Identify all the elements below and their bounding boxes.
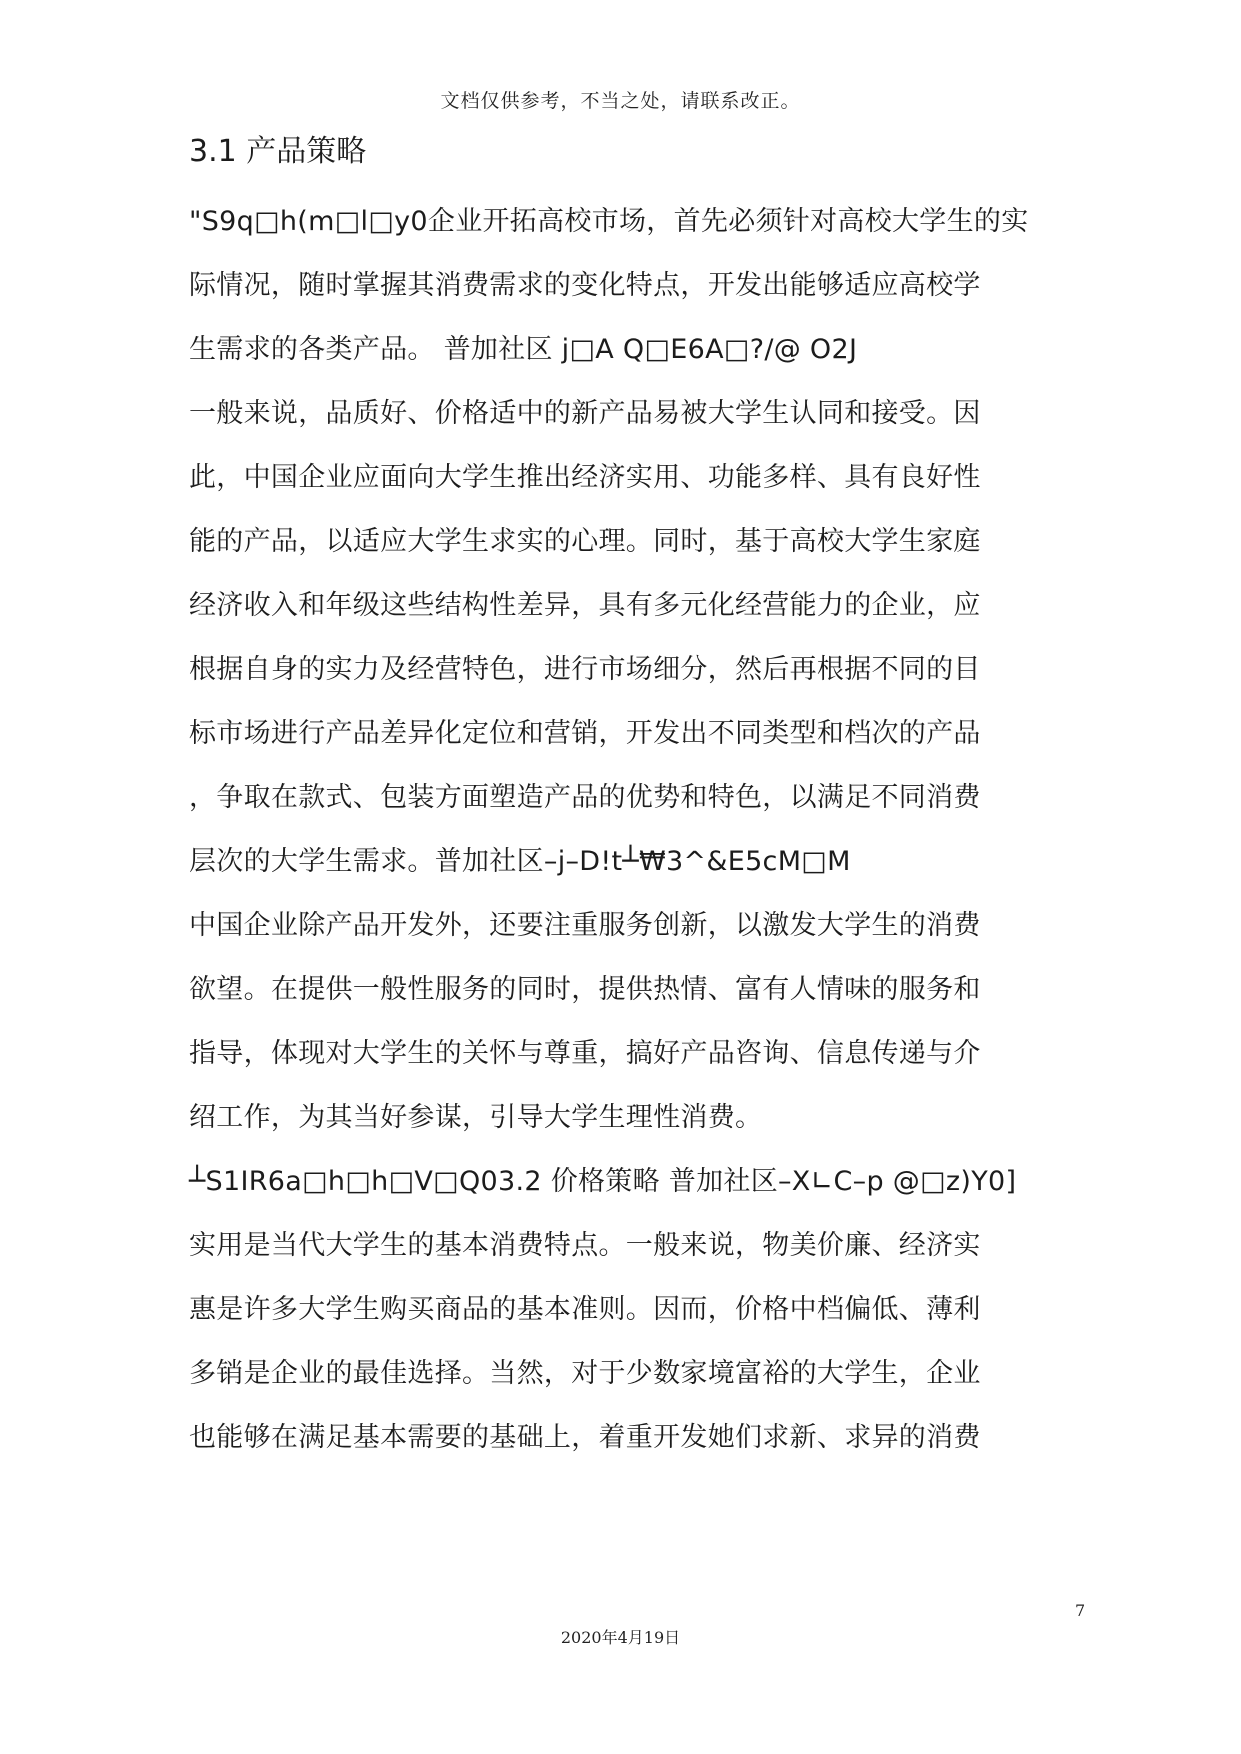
body-line-5: 此，中国企业应面向大学生推出经济实用、功能多样、具有良好性	[189, 462, 981, 493]
body-line-20: 也能够在满足基本需要的基础上，着重开发她们求新、求异的消费	[189, 1422, 981, 1453]
body-line-6: 能的产品，以适应大学生求实的心理。同时，基于高校大学生家庭	[189, 526, 981, 557]
body-line-8: 根据自身的实力及经营特色，进行市场细分，然后再根据不同的目	[189, 654, 981, 685]
body-line-1: "S9q□h(m□l□y0企业开拓高校市场，首先必须针对高校大学生的实	[189, 206, 1029, 237]
body-line-11: 层次的大学生需求。普加社区–j–D!t┴₩3^&E5cM□M	[189, 846, 851, 877]
body-line-19: 多销是企业的最佳选择。当然，对于少数家境富裕的大学生，企业	[189, 1358, 981, 1389]
body-line-10: ，争取在款式、包装方面塑造产品的优势和特色，以满足不同消费	[189, 782, 981, 813]
body-line-3: 生需求的各类产品。 普加社区 j□A Q□E6A□?/@ O2J	[189, 334, 858, 365]
page-footer-date: 2020年4月19日	[560, 1628, 681, 1647]
page-number: 7	[1075, 1601, 1086, 1620]
body-line-18: 惠是许多大学生购买商品的基本准则。因而，价格中档偏低、薄利	[189, 1294, 981, 1325]
body-line-4: 一般来说，品质好、价格适中的新产品易被大学生认同和接受。因	[189, 398, 981, 429]
body-line-2: 际情况，随时掌握其消费需求的变化特点，开发出能够适应高校学	[189, 270, 981, 301]
body-line-15: 绍工作，为其当好参谋，引导大学生理性消费。	[189, 1102, 763, 1133]
body-line-12: 中国企业除产品开发外，还要注重服务创新，以激发大学生的消费	[189, 910, 981, 941]
section-title: 3.1 产品策略	[189, 134, 367, 169]
document-body	[189, 128, 1069, 1470]
body-line-16: ┴S1IR6a□h□h□V□Q03.2 价格策略 普加社区–X∟C–p @□z)Y0]	[189, 1166, 1017, 1197]
page-header: 文档仅供参考，不当之处，请联系改正。	[440, 90, 801, 112]
body-line-14: 指导，体现对大学生的关怀与尊重，搞好产品咨询、信息传递与介	[189, 1038, 981, 1069]
body-line-9: 标市场进行产品差异化定位和营销，开发出不同类型和档次的产品	[189, 718, 981, 749]
body-line-7: 经济收入和年级这些结构性差异，具有多元化经营能力的企业，应	[189, 590, 981, 621]
body-line-17: 实用是当代大学生的基本消费特点。一般来说，物美价廉、经济实	[189, 1230, 981, 1261]
body-line-13: 欲望。在提供一般性服务的同时，提供热情、富有人情味的服务和	[189, 974, 981, 1005]
